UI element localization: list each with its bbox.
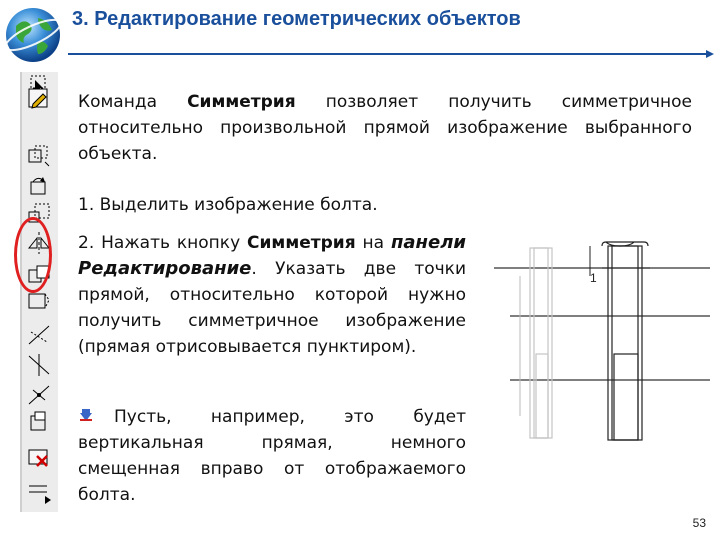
panel-name: панели Редактирование (78, 232, 466, 279)
step-2-text-2: на (355, 233, 391, 253)
tool-trim-icon[interactable] (25, 322, 53, 348)
step-2-command: Симметрия (247, 233, 356, 253)
globe-logo-icon (2, 4, 64, 66)
drawing-label: 1 (590, 271, 597, 285)
title-number: 3. (72, 8, 89, 30)
intro-paragraph (78, 89, 692, 167)
tool-break-icon[interactable] (25, 382, 53, 408)
step-2-text-1: 2. Нажать кнопку (78, 233, 248, 253)
tool-more-icon[interactable] (25, 478, 53, 504)
intro-text-1: Команда (78, 92, 188, 112)
note-paragraph (78, 404, 466, 508)
command-name: Симметрия (187, 92, 296, 112)
intro-text-2: позволяет получить симметричное относительно произвольной прямой изображение выбранного объекта. (78, 92, 692, 164)
tool-deform-icon[interactable] (25, 290, 53, 316)
title-underline (68, 50, 714, 58)
tool-delete-icon[interactable] (25, 446, 53, 472)
bullet-arrow-icon (78, 407, 94, 423)
symmetry-button-highlight (14, 217, 52, 293)
tool-extend-icon[interactable] (25, 352, 53, 378)
page-title (72, 8, 521, 31)
editing-toolbar (20, 72, 58, 512)
title-text: Редактирование геометрических объектов (94, 8, 521, 30)
tool-rotate-icon[interactable] (25, 174, 53, 200)
note-text: Пусть, например, это будет вертикальная прямая, немного смещенная вправо от отображаемого болта. (78, 407, 466, 505)
step-1: 1. Выделить изображение болта. (78, 195, 378, 215)
tool-edit-pencil-icon[interactable] (25, 86, 53, 112)
step-2-text-3: . Указать две точки прямой, относительно которой нужно получить симметричное изображение (прямая отрисовывается пунктиром). (78, 259, 466, 357)
tool-move-icon[interactable] (25, 144, 53, 170)
step-2 (78, 230, 466, 360)
tool-chamfer-icon[interactable] (25, 410, 53, 436)
bolt-drawing (490, 236, 710, 446)
page-number: 53 (692, 516, 706, 530)
